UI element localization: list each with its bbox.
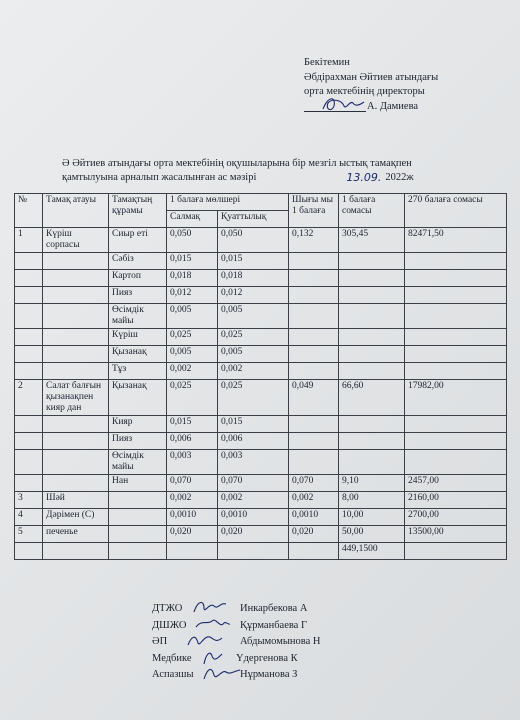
- energy-value: 0,015: [218, 253, 289, 270]
- table-row: [15, 380, 507, 416]
- dish-name: [43, 329, 109, 346]
- dish-name: Салат балғын қызанақпен кияр дан: [43, 380, 109, 416]
- signer-role: ӘП: [152, 636, 168, 647]
- table-row: [15, 433, 507, 450]
- signer-role: Аспазшы: [152, 669, 194, 680]
- ingredient: Кияр: [109, 416, 167, 433]
- signer-row: [152, 667, 298, 684]
- consumption-value: [289, 363, 339, 380]
- consumption-value: 0,0010: [289, 509, 339, 526]
- sum-270-value: [405, 253, 507, 270]
- weight-value: 0,003: [167, 450, 218, 475]
- consumption-value: [289, 346, 339, 363]
- signatures-block: [152, 601, 321, 684]
- consumption-value: [289, 304, 339, 329]
- sum-270-value: 17982,00: [405, 380, 507, 416]
- sum-one-value: [339, 253, 405, 270]
- sum-270-value: [405, 287, 507, 304]
- weight-value: 0,018: [167, 270, 218, 287]
- sum-270-value: 2160,00: [405, 492, 507, 509]
- energy-value: 0,018: [218, 270, 289, 287]
- dish-name: Дәрімен (С): [43, 509, 109, 526]
- weight-value: 0,005: [167, 304, 218, 329]
- title-line-1: Ә Әйтиев атындағы орта мектебінің оқушыларына бір мезгіл ыстық тамақпен: [62, 158, 412, 169]
- table-row: [15, 450, 507, 475]
- energy-value: 0,050: [218, 228, 289, 253]
- energy-value: 0,012: [218, 287, 289, 304]
- sum-270-value: [405, 433, 507, 450]
- weight-value: 0,015: [167, 416, 218, 433]
- row-number: 3: [15, 492, 43, 509]
- table-row: [15, 475, 507, 492]
- table-row: [15, 228, 507, 253]
- ingredient: [109, 492, 167, 509]
- signer-role: ДШЖО: [152, 619, 187, 631]
- consumption-value: [289, 253, 339, 270]
- signer-name: Құрманбаева Г: [240, 619, 308, 631]
- header-sum-270: 270 балаға сомасы: [405, 194, 507, 228]
- sum-one-value: [339, 416, 405, 433]
- table-row: [15, 270, 507, 287]
- row-number: 5: [15, 526, 43, 543]
- weight-value: 0,025: [167, 329, 218, 346]
- table-row: [15, 304, 507, 329]
- row-number: [15, 287, 43, 304]
- handwritten-signature: [202, 664, 244, 684]
- sum-one-value: 10,00: [339, 509, 405, 526]
- energy-value: 0,006: [218, 433, 289, 450]
- signer-row: [152, 634, 321, 651]
- sum-270-value: [405, 270, 507, 287]
- menu-table-body: [15, 228, 507, 560]
- ingredient: Күріш: [109, 329, 167, 346]
- sum-one-value: 449,1500: [339, 543, 405, 560]
- dish-name: [43, 346, 109, 363]
- table-row: [15, 526, 507, 543]
- consumption-value: 0,020: [289, 526, 339, 543]
- sum-270-value: 2700,00: [405, 509, 507, 526]
- row-number: [15, 543, 43, 560]
- row-number: [15, 433, 43, 450]
- header-sum-one: 1 балаға сомасы: [339, 194, 405, 228]
- table-row: [15, 509, 507, 526]
- dish-name: печенье: [43, 526, 109, 543]
- sum-270-value: [405, 450, 507, 475]
- consumption-value: [289, 287, 339, 304]
- ingredient: Қызанақ: [109, 346, 167, 363]
- weight-value: 0,012: [167, 287, 218, 304]
- weight-value: 0,025: [167, 380, 218, 416]
- ingredient: Нан: [109, 475, 167, 492]
- signer-name: Абдымомынова Н: [240, 636, 321, 647]
- sum-one-value: [339, 329, 405, 346]
- weight-value: 0,005: [167, 346, 218, 363]
- weight-value: 0,0010: [167, 509, 218, 526]
- energy-value: 0,002: [218, 363, 289, 380]
- row-number: [15, 416, 43, 433]
- energy-value: 0,070: [218, 475, 289, 492]
- header-number: №: [15, 194, 43, 228]
- dish-name: [43, 270, 109, 287]
- row-number: 2: [15, 380, 43, 416]
- signer-role: Медбике: [152, 652, 192, 664]
- consumption-value: 0,002: [289, 492, 339, 509]
- handwritten-date: 13.09.: [346, 171, 382, 184]
- sum-270-value: [405, 543, 507, 560]
- consumption-value: [289, 270, 339, 287]
- row-number: [15, 329, 43, 346]
- consumption-value: [289, 329, 339, 346]
- weight-value: 0,050: [167, 228, 218, 253]
- row-number: [15, 304, 43, 329]
- dish-name: Күріш сорпасы: [43, 228, 109, 253]
- energy-value: 0,025: [218, 329, 289, 346]
- energy-value: 0,005: [218, 346, 289, 363]
- table-row: [15, 253, 507, 270]
- weight-value: 0,070: [167, 475, 218, 492]
- dish-name: [43, 287, 109, 304]
- sum-one-value: 66,60: [339, 380, 405, 416]
- ingredient: Сәбіз: [109, 253, 167, 270]
- ingredient: Пияз: [109, 433, 167, 450]
- weight-value: 0,020: [167, 526, 218, 543]
- row-number: [15, 450, 43, 475]
- table-row: [15, 492, 507, 509]
- row-number: [15, 270, 43, 287]
- sum-one-value: [339, 346, 405, 363]
- consumption-value: [289, 450, 339, 475]
- header-consumption: Шығы мы 1 балаға: [289, 194, 339, 228]
- sum-one-value: 50,00: [339, 526, 405, 543]
- header-per-child: 1 балаға мөлшері: [167, 194, 289, 211]
- row-number: [15, 253, 43, 270]
- director-signature-line: [304, 100, 438, 116]
- ingredient: [109, 509, 167, 526]
- dish-name: [43, 475, 109, 492]
- sum-270-value: [405, 346, 507, 363]
- consumption-value: [289, 433, 339, 450]
- weight-value: [167, 543, 218, 560]
- approval-position: орта мектебінің директоры: [304, 86, 425, 97]
- signer-row: [152, 601, 308, 618]
- row-number: [15, 475, 43, 492]
- menu-table: [14, 193, 507, 560]
- ingredient: [109, 526, 167, 543]
- dish-name: [43, 304, 109, 329]
- signer-name: Инкарбекова А: [240, 603, 308, 614]
- sum-one-value: 8,00: [339, 492, 405, 509]
- sum-270-value: 82471,50: [405, 228, 507, 253]
- approval-heading: Бекітемин: [304, 57, 350, 68]
- sum-one-value: [339, 270, 405, 287]
- header-weight: Салмақ: [167, 211, 218, 228]
- table-row: [15, 329, 507, 346]
- energy-value: 0,025: [218, 380, 289, 416]
- energy-value: 0,015: [218, 416, 289, 433]
- weight-value: 0,002: [167, 363, 218, 380]
- ingredient: Сиыр еті: [109, 228, 167, 253]
- row-number: [15, 346, 43, 363]
- director-signature: [320, 94, 366, 114]
- sum-270-value: 2457,00: [405, 475, 507, 492]
- row-number: 4: [15, 509, 43, 526]
- sum-one-value: [339, 450, 405, 475]
- energy-value: [218, 543, 289, 560]
- sum-one-value: [339, 363, 405, 380]
- ingredient: Қызанақ: [109, 380, 167, 416]
- dish-name: [43, 253, 109, 270]
- dish-name: Шәй: [43, 492, 109, 509]
- energy-value: 0,002: [218, 492, 289, 509]
- header-dish: Тамақ атауы: [43, 194, 109, 228]
- sum-270-value: [405, 416, 507, 433]
- header-energy: Қуаттылық: [218, 211, 289, 228]
- dish-name: [43, 543, 109, 560]
- consumption-value: [289, 416, 339, 433]
- ingredient: Өсімдік майы: [109, 450, 167, 475]
- dish-name: [43, 450, 109, 475]
- energy-value: 0,003: [218, 450, 289, 475]
- document-title: [62, 157, 492, 185]
- consumption-value: [289, 543, 339, 560]
- signer-row: [152, 651, 298, 668]
- energy-value: 0,020: [218, 526, 289, 543]
- table-row: [15, 416, 507, 433]
- approval-school: Әбдірахман Әйтиев атындағы: [304, 71, 439, 83]
- director-name: А. Дамиева: [367, 100, 419, 112]
- signer-name: Үдергенова К: [236, 652, 298, 664]
- consumption-value: 0,049: [289, 380, 339, 416]
- dish-name: [43, 363, 109, 380]
- sum-one-value: [339, 287, 405, 304]
- header-composition: Тамақтың құрамы: [109, 194, 167, 228]
- sum-one-value: 9,10: [339, 475, 405, 492]
- row-number: [15, 363, 43, 380]
- ingredient: Пияз: [109, 287, 167, 304]
- sum-one-value: 305,45: [339, 228, 405, 253]
- sum-one-value: [339, 433, 405, 450]
- table-row: [15, 543, 507, 560]
- row-number: 1: [15, 228, 43, 253]
- table-row: [15, 346, 507, 363]
- consumption-value: 0,070: [289, 475, 339, 492]
- signer-name: Нұрманова З: [240, 669, 298, 680]
- energy-value: 0,005: [218, 304, 289, 329]
- weight-value: 0,006: [167, 433, 218, 450]
- consumption-value: 0,132: [289, 228, 339, 253]
- title-year: 2022ж: [385, 172, 414, 183]
- ingredient: Картоп: [109, 270, 167, 287]
- sum-270-value: [405, 329, 507, 346]
- sum-one-value: [339, 304, 405, 329]
- ingredient: [109, 543, 167, 560]
- energy-value: 0,0010: [218, 509, 289, 526]
- table-row: [15, 287, 507, 304]
- dish-name: [43, 416, 109, 433]
- weight-value: 0,002: [167, 492, 218, 509]
- approval-block: [304, 56, 438, 116]
- signer-role: ДТЖО: [152, 603, 183, 614]
- sum-270-value: [405, 304, 507, 329]
- ingredient: Өсімдік майы: [109, 304, 167, 329]
- title-line-2: қамтылуына арналып жасалынған ас мәзірі: [62, 172, 257, 183]
- sum-270-value: 13500,00: [405, 526, 507, 543]
- sum-270-value: [405, 363, 507, 380]
- dish-name: [43, 433, 109, 450]
- weight-value: 0,015: [167, 253, 218, 270]
- table-row: [15, 363, 507, 380]
- ingredient: Тұз: [109, 363, 167, 380]
